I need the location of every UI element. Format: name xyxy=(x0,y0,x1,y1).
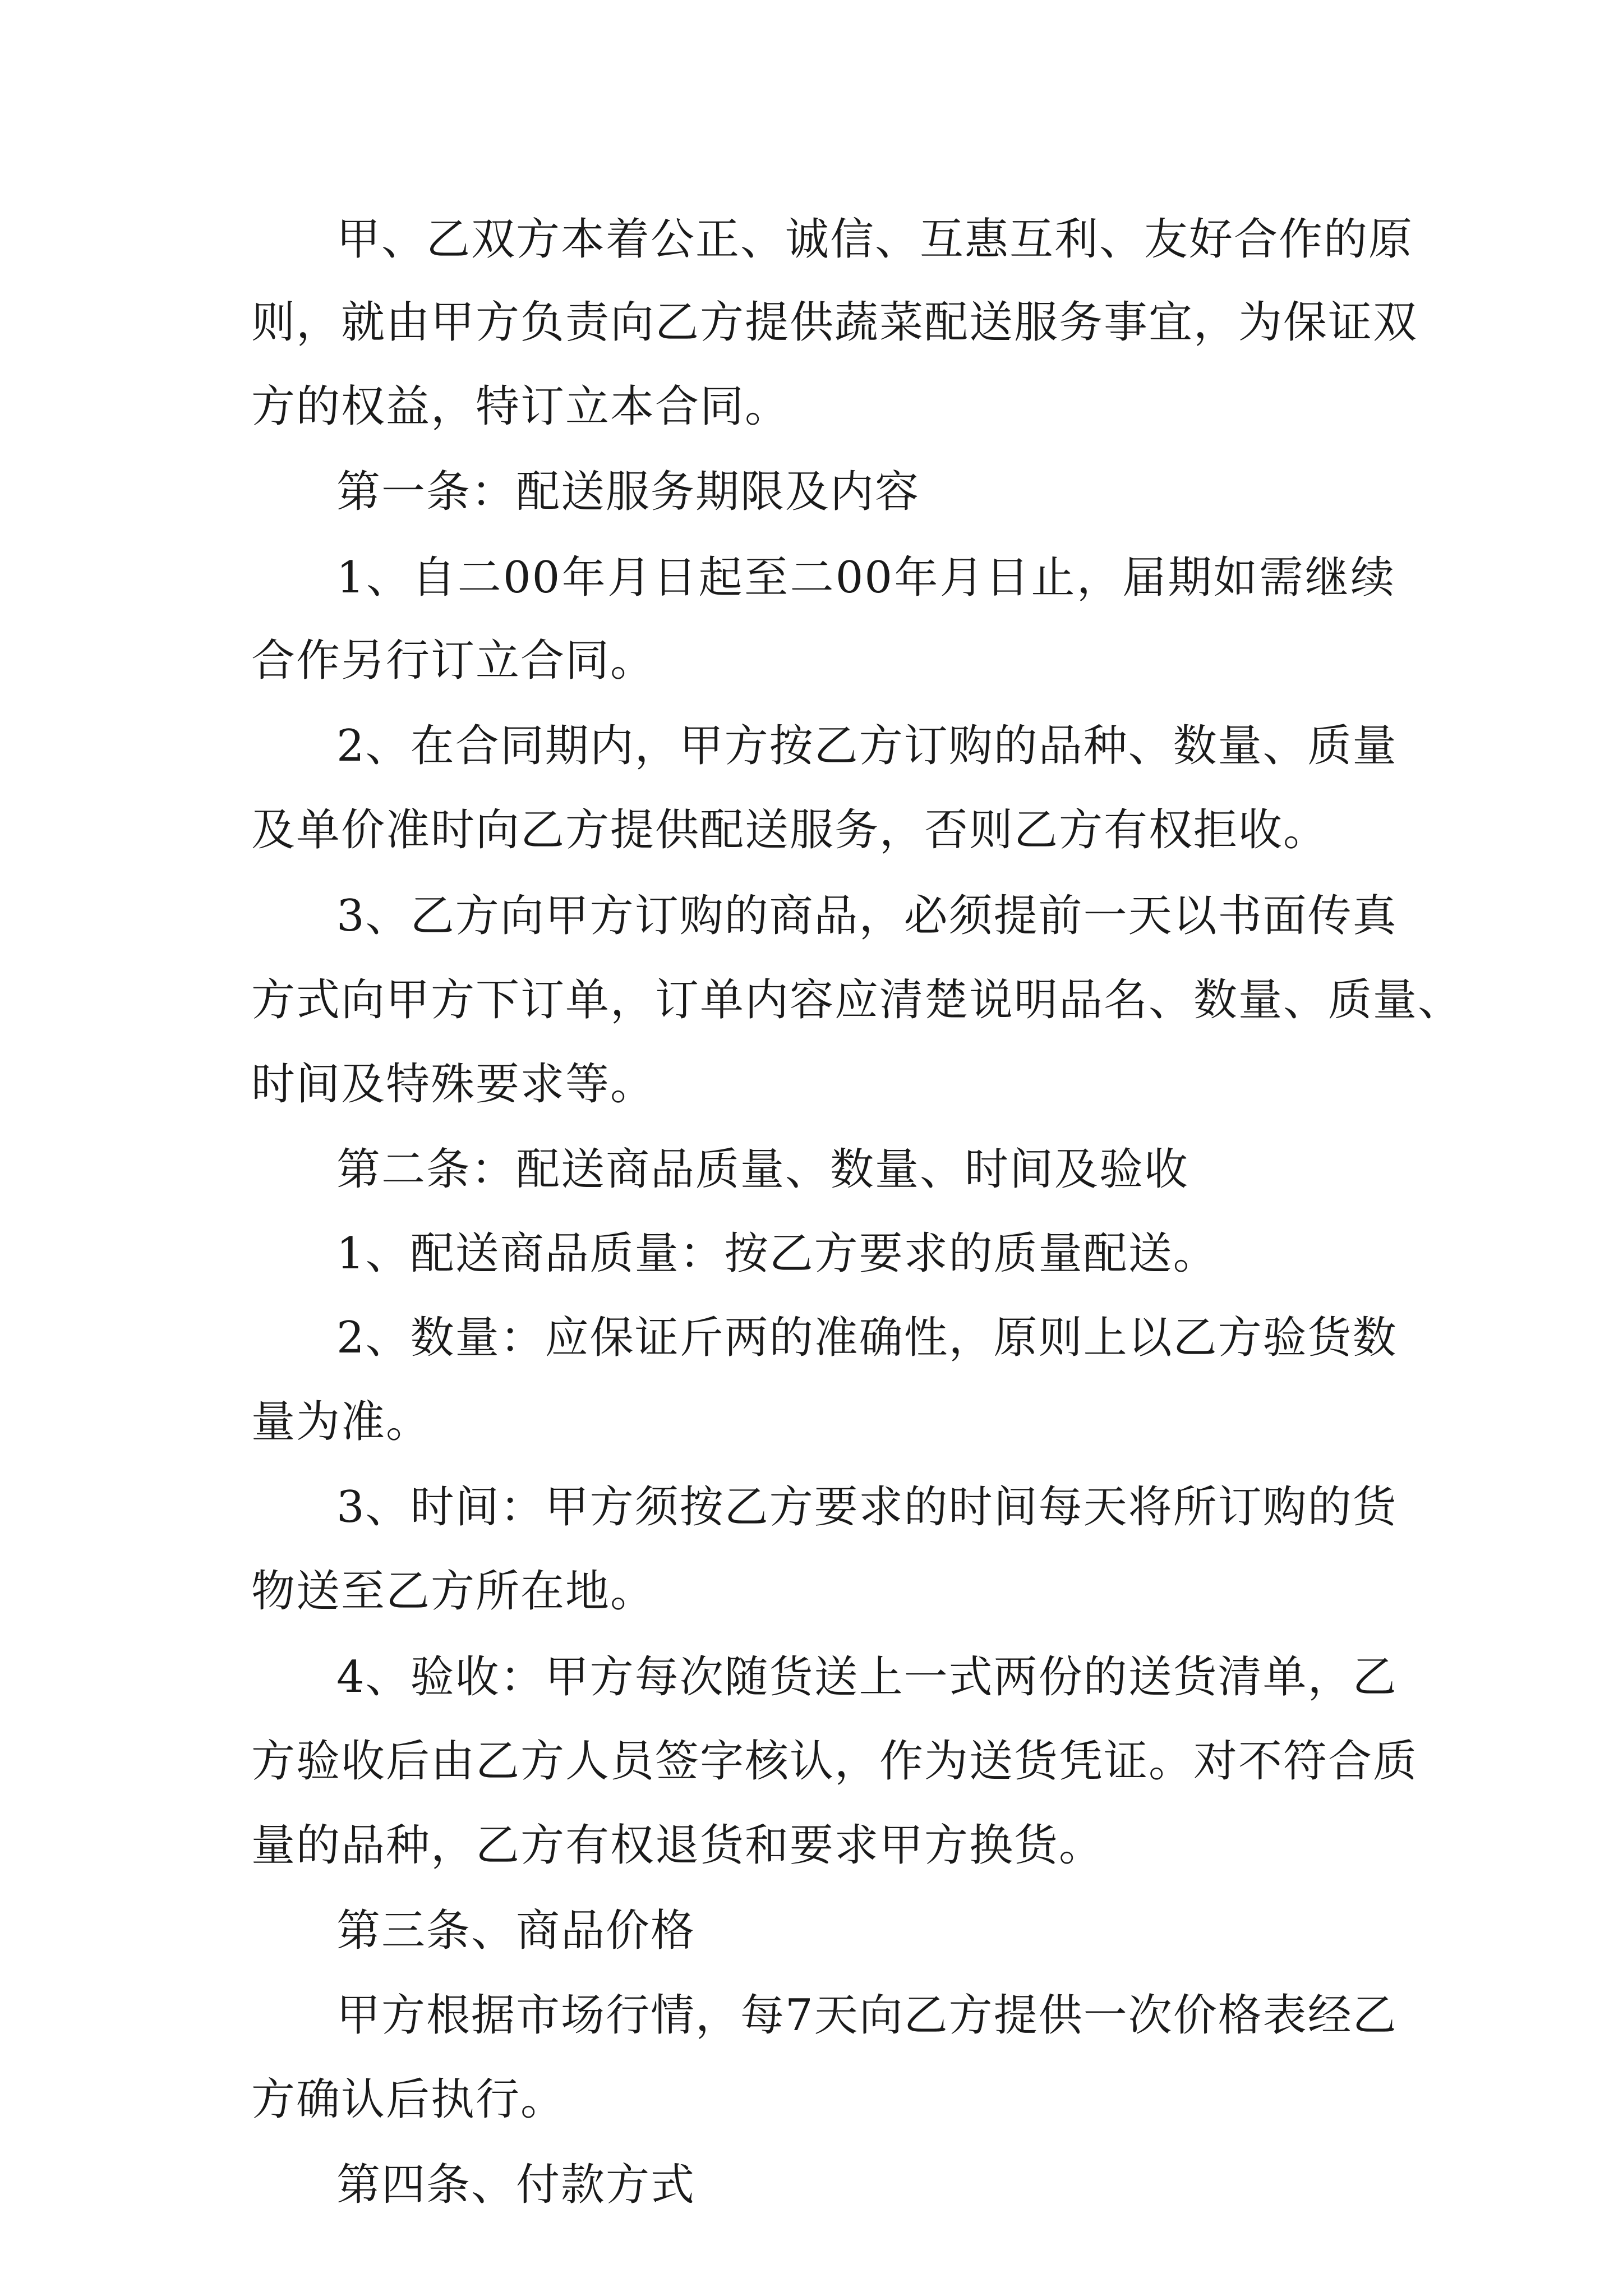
text-line: 3、时间：甲方须按乙方要求的时间每天将所订购的货 xyxy=(336,1482,1398,1533)
text-line: 合作另行订立合同。 xyxy=(251,636,656,686)
text-line: 2、数量：应保证斤两的准确性，原则上以乙方验货数 xyxy=(336,1313,1398,1363)
text-line: 方的权益，特订立本合同。 xyxy=(251,381,790,432)
text-line: 方验收后由乙方人员签字核认，作为送货凭证。对不符合质 xyxy=(251,1736,1418,1787)
section-heading: 第一条：配送服务期限及内容 xyxy=(336,467,920,517)
text-line: 1、配送商品质量：按乙方要求的质量配送。 xyxy=(336,1228,1218,1279)
text-line: 及单价准时向乙方提供配送服务，否则乙方有权拒收。 xyxy=(251,805,1329,855)
text-line: 甲、乙双方本着公正、诚信、互惠互利、友好合作的原 xyxy=(336,214,1414,265)
text-line: 量为准。 xyxy=(251,1397,431,1447)
section-heading: 第四条、付款方式 xyxy=(336,2160,696,2210)
text-line: 4、验收：甲方每次随货送上一式两份的送货清单，乙 xyxy=(336,1652,1398,1703)
text-line: 方确认后执行。 xyxy=(251,2074,566,2125)
text-line: 3、乙方向甲方订购的商品，必须提前一天以书面传真 xyxy=(336,891,1398,941)
text-line: 方式向甲方下订单，订单内容应清楚说明品名、数量、质量、 xyxy=(251,975,1463,1025)
text-line: 1、自二00年月日起至二00年月日止，届期如需继续 xyxy=(336,553,1395,603)
section-heading: 第三条、商品价格 xyxy=(336,1906,696,1956)
section-heading: 第二条：配送商品质量、数量、时间及验收 xyxy=(336,1144,1189,1195)
text-line: 2、在合同期内，甲方按乙方订购的品种、数量、质量 xyxy=(336,721,1398,771)
text-line: 时间及特殊要求等。 xyxy=(251,1059,656,1110)
text-line: 量的品种，乙方有权退货和要求甲方换货。 xyxy=(251,1820,1104,1871)
text-line: 则，就由甲方负责向乙方提供蔬菜配送服务事宜，为保证双 xyxy=(251,297,1418,348)
text-line: 物送至乙方所在地。 xyxy=(251,1566,656,1617)
text-line: 甲方根据市场行情，每7天向乙方提供一次价格表经乙 xyxy=(336,1990,1398,2041)
